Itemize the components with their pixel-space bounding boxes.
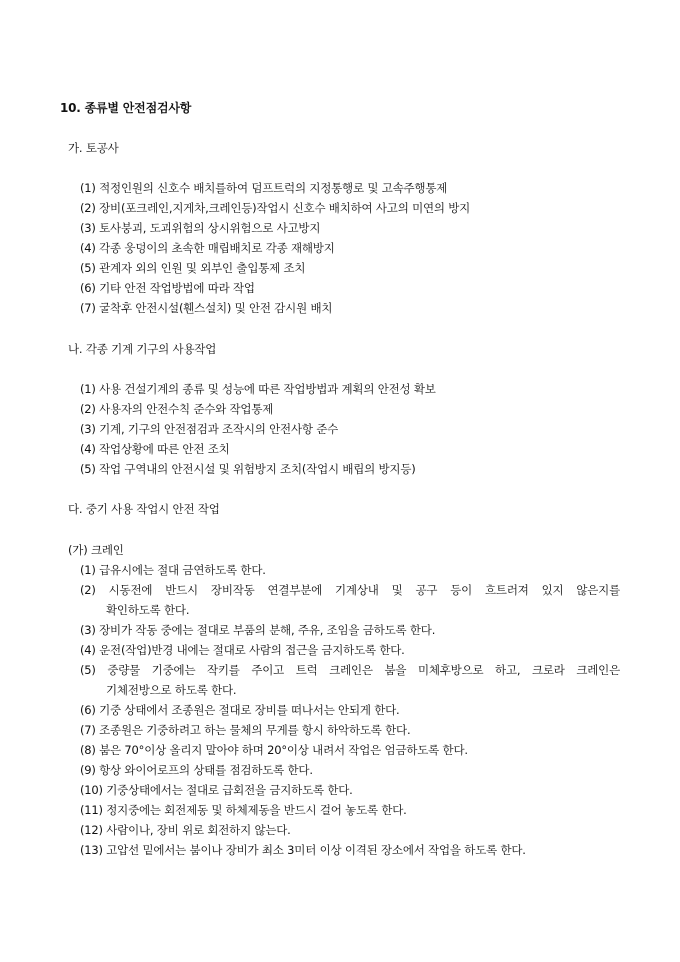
list-item: (2) 장비(포크레인,지게차,크레인등)작업시 신호수 배치하여 사고의 미연의 방지	[80, 201, 471, 215]
section-title: 10. 종류별 안전점검사항	[60, 101, 192, 115]
list-item: (4) 작업상황에 따른 안전 조치	[80, 442, 230, 456]
list-item: (7) 조종원은 기중하려고 하는 물체의 무게를 항시 하악하도록 한다.	[80, 723, 411, 737]
list-item: (11) 정지중에는 회전제동 및 하체제동을 반드시 걸어 놓도록 한다.	[80, 803, 407, 817]
list-item-continuation: 확인하도록 한다.	[106, 603, 190, 617]
subsection-heading-heavy-equipment: 다. 중기 사용 작업시 안전 작업	[68, 502, 220, 516]
list-item: (6) 기중 상태에서 조종원은 절대로 장비를 떠나서는 안되게 한다.	[80, 703, 400, 717]
list-item: (3) 장비가 작동 중에는 절대로 부품의 분해, 주유, 조임을 금하도록 한다.	[80, 623, 436, 637]
list-item: (4) 운전(작업)반경 내에는 절대로 사람의 접근을 금지하도록 한다.	[80, 643, 405, 657]
list-item: (13) 고압선 밑에서는 붐이나 장비가 최소 3미터 이상 이격된 장소에서 작업을 하도록 한다.	[80, 843, 526, 857]
list-item: (7) 굴착후 안전시설(휀스설치) 및 안전 감시원 배치	[80, 301, 333, 315]
list-item: (4) 각종 웅덩이의 초속한 매립배치로 각종 재해방지	[80, 241, 335, 255]
subsection-heading-earthwork: 가. 토공사	[68, 141, 119, 155]
list-item: (8) 붐은 70°이상 올리지 말아야 하며 20°이상 내려서 작업은 엄금하도록 한다.	[80, 743, 468, 757]
list-item: (2) 사용자의 안전수칙 준수와 작업통제	[80, 402, 274, 416]
list-item: (10) 기중상태에서는 절대로 급회전을 금지하도록 한다.	[80, 783, 353, 797]
list-item: (3) 기계, 기구의 안전점검과 조작시의 안전사항 준수	[80, 422, 339, 436]
list-item: (2) 시동전에 반드시 장비작동 연결부분에 기계상내 및 공구 등이 흐트러져 있지 않은지를	[80, 583, 620, 597]
list-item: (9) 항상 와이어로프의 상태를 점검하도록 한다.	[80, 763, 313, 777]
list-item: (6) 기타 안전 작업방법에 따라 작업	[80, 281, 255, 295]
list-item: (1) 적정인원의 신호수 배치를하여 덤프트럭의 지정통행로 및 고속주행통제	[80, 181, 448, 195]
list-item: (3) 토사붕괴, 도괴위험의 상시위험으로 사고방지	[80, 221, 321, 235]
list-item: (1) 급유시에는 절대 금연하도록 한다.	[80, 563, 266, 577]
list-item-continuation: 기체전방으로 하도록 한다.	[106, 683, 237, 697]
subsection-heading-machinery: 나. 각종 기계 기구의 사용작업	[68, 342, 217, 356]
list-item: (5) 작업 구역내의 안전시설 및 위험방지 조치(작업시 배립의 방지등)	[80, 462, 416, 476]
list-item: (1) 사용 건설기계의 종류 및 성능에 따른 작업방법과 계획의 안전성 확보	[80, 382, 436, 396]
sub-heading-crane: (가) 크레인	[68, 543, 124, 557]
list-item: (5) 중량물 기중에는 작키를 주이고 트럭 크레인은 붐을 미체후방으로 하고, 크로라 크레인은	[80, 663, 620, 677]
list-item: (12) 사람이나, 장비 위로 회전하지 않는다.	[80, 823, 291, 837]
list-item: (5) 관계자 외의 인원 및 외부인 출입통제 조치	[80, 261, 306, 275]
